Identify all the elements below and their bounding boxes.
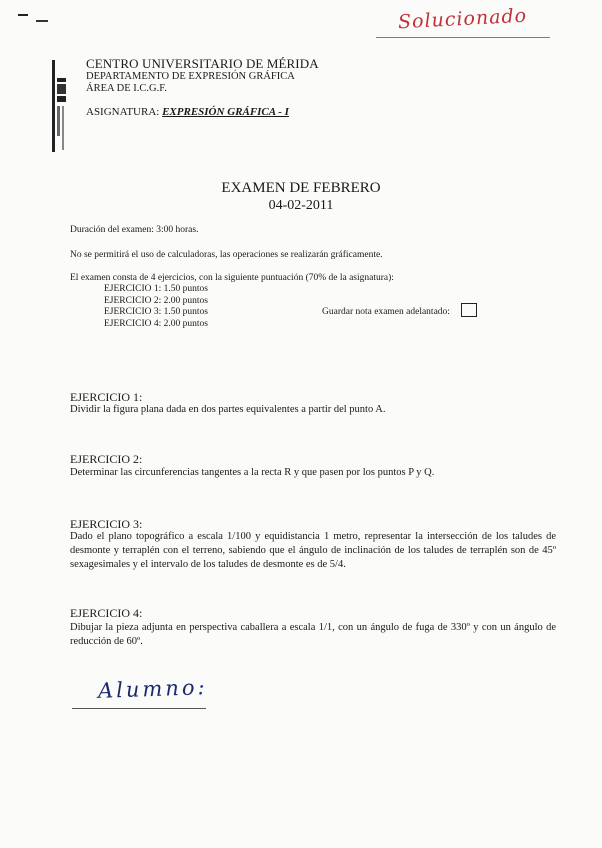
score-item: EJERCICIO 1: 1.50 puntos xyxy=(104,284,208,294)
save-grade-label: Guardar nota examen adelantado: xyxy=(322,307,450,317)
subject-line xyxy=(86,106,289,118)
exercise-text: Dividir la figura plana dada en dos partes equivalentes a partir del punto A. xyxy=(70,404,386,415)
exam-date: 04-02-2011 xyxy=(268,198,334,213)
exercise-text: Determinar las circunferencias tangentes a la recta R y que pasen por los puntos P y Q. xyxy=(70,467,435,478)
handwritten-solved-note: Solucionado xyxy=(397,4,528,34)
handwritten-underline xyxy=(376,37,550,38)
exercise-heading: EJERCICIO 3: xyxy=(70,517,143,531)
score-item: EJERCICIO 3: 1.50 puntos xyxy=(104,307,208,317)
exam-composition: El examen consta de 4 ejercicios, con la siguiente puntuación (70% de la asignatura): xyxy=(70,273,394,283)
exercise-heading: EJERCICIO 4: xyxy=(70,606,143,620)
subject-label: ASIGNATURA: xyxy=(86,106,160,118)
calculator-rule: No se permitirá el uso de calculadoras, las operaciones se realizarán gráficamente. xyxy=(70,250,383,260)
area-name: ÁREA DE I.C.G.F. xyxy=(86,83,167,94)
scan-mark xyxy=(36,20,48,22)
scan-mark xyxy=(18,14,28,16)
exercise-text: Dibujar la pieza adjunta en perspectiva caballera a escala 1/1, con un ángulo de fuga de 330º y con un ángulo de reducción de 60º. xyxy=(70,622,556,647)
university-logo-icon xyxy=(52,60,68,152)
subject-value: EXPRESIÓN GRÁFICA - I xyxy=(162,106,289,118)
save-grade-checkbox[interactable] xyxy=(461,303,477,317)
exercise-heading: EJERCICIO 2: xyxy=(70,452,143,466)
student-signature: Alumno: xyxy=(97,675,208,703)
exercise-text: Dado el plano topográfico a escala 1/100 y equidistancia 1 metro, representar la intersección de los taludes de desmonte y terraplén con el terreno, sabiendo que el ángulo de inclinación de los taludes de terraplén son de 45º sexagesimales y el intervalo de los taludes de desmonte es de 5/4. xyxy=(70,531,556,570)
exam-duration: Duración del examen: 3:00 horas. xyxy=(70,225,199,235)
institution-name: CENTRO UNIVERSITARIO DE MÉRIDA xyxy=(86,56,319,71)
exam-title: EXAMEN DE FEBRERO xyxy=(221,180,381,196)
score-list xyxy=(104,284,208,330)
score-item: EJERCICIO 2: 2.00 puntos xyxy=(104,295,208,306)
score-item: EJERCICIO 4: 2.00 puntos xyxy=(104,318,208,329)
signature-underline xyxy=(72,708,206,709)
exercise-heading: EJERCICIO 1: xyxy=(70,390,143,404)
department-name: DEPARTAMENTO DE EXPRESIÓN GRÁFICA xyxy=(86,71,295,82)
